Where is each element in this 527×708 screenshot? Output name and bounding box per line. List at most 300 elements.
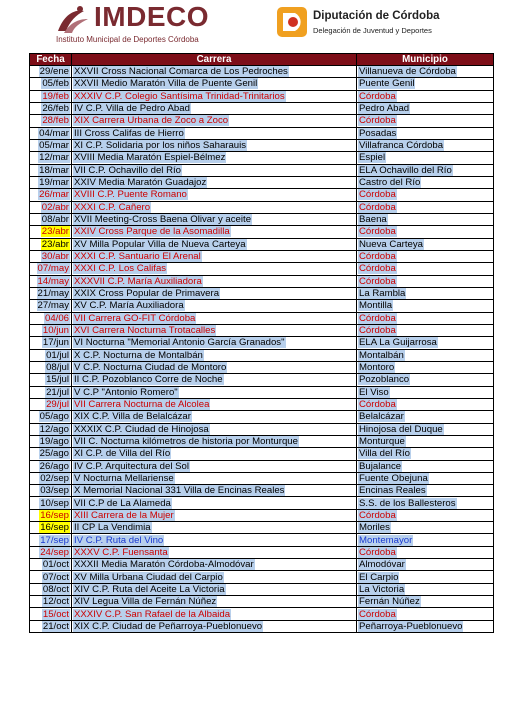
race-cell-text: VII C.P de La Alameda bbox=[74, 497, 171, 509]
date-cell-text: 03/sep bbox=[40, 485, 69, 497]
date-cell-text: 21/jul bbox=[46, 386, 69, 398]
municipality-cell bbox=[357, 411, 494, 423]
table-row bbox=[30, 250, 494, 262]
table-row bbox=[30, 411, 494, 423]
table-row bbox=[30, 324, 494, 336]
race-cell-text: XIV Legua Villa de Fernán Núñez bbox=[74, 596, 217, 608]
date-cell bbox=[30, 226, 72, 238]
race-cell bbox=[72, 571, 357, 583]
race-cell bbox=[72, 583, 357, 595]
municipality-cell bbox=[357, 164, 494, 176]
municipality-cell-text: La Rambla bbox=[359, 288, 406, 300]
race-cell bbox=[72, 386, 357, 398]
municipality-cell-text: Pozoblanco bbox=[359, 374, 410, 386]
municipality-cell-text: Córdoba bbox=[359, 325, 396, 337]
date-cell bbox=[30, 238, 72, 250]
date-cell-text: 10/jun bbox=[42, 325, 69, 337]
table-row bbox=[30, 386, 494, 398]
race-cell bbox=[72, 115, 357, 127]
municipality-cell bbox=[357, 559, 494, 571]
municipality-cell bbox=[357, 571, 494, 583]
date-cell-text: 18/mar bbox=[39, 164, 69, 176]
municipality-cell bbox=[357, 152, 494, 164]
municipality-cell-text: Hinojosa del Duque bbox=[359, 423, 443, 435]
date-cell bbox=[30, 361, 72, 373]
date-cell bbox=[30, 571, 72, 583]
municipality-cell bbox=[357, 66, 494, 78]
page-header bbox=[0, 0, 527, 52]
race-cell bbox=[72, 435, 357, 447]
race-cell-text: XXIV Cross Parque de la Asomadilla bbox=[74, 226, 230, 238]
date-cell bbox=[30, 596, 72, 608]
race-cell-text: XXXV C.P. Fuensanta bbox=[74, 546, 168, 558]
date-cell bbox=[30, 90, 72, 102]
date-cell-text: 29/ene bbox=[39, 66, 69, 78]
date-cell-text: 07/oct bbox=[42, 571, 69, 583]
table-row bbox=[30, 448, 494, 460]
municipality-cell-text: Belalcázar bbox=[359, 411, 404, 423]
municipality-cell-text: Baena bbox=[359, 214, 387, 226]
imdeco-title: IMDECO bbox=[94, 1, 209, 32]
date-cell bbox=[30, 509, 72, 521]
diputacion-title: Diputación de Córdoba bbox=[313, 10, 440, 22]
municipality-cell-text: Bujalance bbox=[359, 460, 402, 472]
race-cell-text: IV C.P. Arquitectura del Sol bbox=[74, 460, 190, 472]
table-row bbox=[30, 534, 494, 546]
race-cell-text: IV C.P. Ruta del Vino bbox=[74, 534, 164, 546]
race-cell bbox=[72, 361, 357, 373]
imdeco-subtitle: Instituto Municipal de Deportes Córdoba bbox=[56, 35, 199, 44]
table-row bbox=[30, 509, 494, 521]
table-row bbox=[30, 66, 494, 78]
race-cell-text: IV C.P. Villa de Pedro Abad bbox=[74, 103, 190, 115]
municipality-cell-text: Monturque bbox=[359, 436, 405, 447]
municipality-cell-text: Córdoba bbox=[359, 509, 396, 521]
date-cell bbox=[30, 275, 72, 287]
race-cell bbox=[72, 497, 357, 509]
race-cell-text: VII C. Nocturna kilómetros de historia por Monturque bbox=[74, 436, 298, 447]
race-cell-text: XI C.P. Solidaria por los niños Saharauis bbox=[74, 140, 247, 152]
race-cell bbox=[72, 152, 357, 164]
date-cell bbox=[30, 423, 72, 435]
table-row bbox=[30, 361, 494, 373]
race-cell bbox=[72, 522, 357, 534]
table-row bbox=[30, 275, 494, 287]
diputacion-emblem-icon bbox=[275, 5, 309, 39]
municipality-cell-text: ELA Ochavillo del Río bbox=[359, 164, 452, 176]
date-cell bbox=[30, 287, 72, 299]
municipality-cell bbox=[357, 460, 494, 472]
race-cell-text: XIX C.P. Villa de Belalcázar bbox=[74, 411, 191, 423]
race-cell-text: XXXIX C.P. Ciudad de Hinojosa bbox=[74, 423, 209, 435]
municipality-cell-text: Posadas bbox=[359, 127, 397, 139]
race-cell bbox=[72, 546, 357, 558]
municipality-cell-text: Montemayor bbox=[359, 534, 413, 546]
table-row bbox=[30, 337, 494, 349]
race-cell bbox=[72, 620, 357, 632]
date-cell-text: 21/oct bbox=[42, 620, 69, 632]
municipality-cell bbox=[357, 583, 494, 595]
table-row bbox=[30, 152, 494, 164]
municipality-cell bbox=[357, 534, 494, 546]
date-cell-text: 12/mar bbox=[39, 152, 69, 164]
table-row bbox=[30, 559, 494, 571]
race-cell-text: XV Milla Urbana Ciudad del Carpio bbox=[74, 571, 223, 583]
race-cell bbox=[72, 226, 357, 238]
municipality-cell-text: Nueva Carteya bbox=[359, 238, 423, 250]
race-cell bbox=[72, 398, 357, 410]
imdeco-logo bbox=[54, 3, 244, 47]
date-cell-text: 02/abr bbox=[41, 201, 69, 213]
date-cell bbox=[30, 448, 72, 460]
race-cell-text: XVIII C.P. Puente Romano bbox=[74, 189, 187, 201]
race-cell bbox=[72, 189, 357, 201]
race-cell bbox=[72, 411, 357, 423]
municipality-cell bbox=[357, 238, 494, 250]
municipality-cell-text: Montilla bbox=[359, 300, 393, 312]
date-cell-text: 16/sep bbox=[40, 522, 69, 534]
date-cell bbox=[30, 201, 72, 213]
municipality-cell bbox=[357, 472, 494, 484]
municipality-cell bbox=[357, 263, 494, 275]
race-cell-text: XVI Carrera Nocturna Trotacalles bbox=[74, 325, 216, 337]
table-row bbox=[30, 164, 494, 176]
date-cell bbox=[30, 300, 72, 312]
race-cell bbox=[72, 201, 357, 213]
race-cell bbox=[72, 448, 357, 460]
race-cell-text: XXXII Media Maratón Córdoba-Almodóvar bbox=[74, 559, 254, 571]
race-cell-text: II C.P. Pozoblanco Corre de Noche bbox=[74, 374, 223, 386]
header-municipio: Municipio bbox=[357, 54, 494, 66]
table-row bbox=[30, 423, 494, 435]
date-cell-text: 16/sep bbox=[40, 509, 69, 521]
date-cell-text: 23/abr bbox=[41, 238, 69, 250]
municipality-cell-text: Fernán Núñez bbox=[359, 596, 420, 608]
race-cell-text: III Cross Califas de Hierro bbox=[74, 127, 184, 139]
municipality-cell bbox=[357, 435, 494, 447]
municipality-cell-text: Peñarroya-Pueblonuevo bbox=[359, 620, 463, 632]
race-cell-text: V Nocturna Mellariense bbox=[74, 472, 174, 484]
table-row bbox=[30, 608, 494, 620]
date-cell-text: 26/mar bbox=[39, 189, 69, 201]
race-cell-text: XXXI C.P. Santuario El Arenal bbox=[74, 251, 201, 263]
race-cell-text: XIV C.P. Ruta del Aceite La Victoria bbox=[74, 583, 225, 595]
municipality-cell-text: Pedro Abad bbox=[359, 103, 410, 115]
municipality-cell-text: Montoro bbox=[359, 362, 395, 374]
municipality-cell-text: Córdoba bbox=[359, 226, 396, 238]
table-row bbox=[30, 300, 494, 312]
municipality-cell bbox=[357, 337, 494, 349]
race-cell-text: XV C.P. María Auxiliadora bbox=[74, 300, 184, 312]
race-cell bbox=[72, 139, 357, 151]
table-row bbox=[30, 472, 494, 484]
date-cell-text: 02/sep bbox=[40, 472, 69, 484]
municipality-cell-text: ELA La Guijarrosa bbox=[359, 337, 437, 349]
race-cell-text: XXVII Medio Maratón Villa de Puente Genil bbox=[74, 78, 258, 90]
header-fecha: Fecha bbox=[30, 54, 72, 66]
race-cell bbox=[72, 102, 357, 114]
municipality-cell-text: Puente Genil bbox=[359, 78, 415, 90]
date-cell bbox=[30, 78, 72, 90]
date-cell bbox=[30, 263, 72, 275]
municipality-cell-text: Encinas Reales bbox=[359, 485, 426, 497]
race-cell-text: X C.P. Nocturna de Montalbán bbox=[74, 349, 203, 361]
table-row bbox=[30, 497, 494, 509]
date-cell-text: 14/may bbox=[37, 275, 69, 287]
date-cell bbox=[30, 349, 72, 361]
municipality-cell-text: La Victoria bbox=[359, 583, 405, 595]
race-cell-text: XIX C.P. Ciudad de Peñarroya-Pueblonuevo bbox=[74, 620, 263, 632]
header-carrera: Carrera bbox=[72, 54, 357, 66]
race-cell bbox=[72, 238, 357, 250]
race-cell-text: VII Carrera Nocturna de Alcolea bbox=[74, 399, 210, 411]
table-row bbox=[30, 90, 494, 102]
municipality-cell bbox=[357, 250, 494, 262]
race-cell-text: VII C.P. Ochavillo del Río bbox=[74, 164, 182, 176]
table-row bbox=[30, 349, 494, 361]
municipality-cell bbox=[357, 324, 494, 336]
municipality-cell bbox=[357, 213, 494, 225]
race-cell bbox=[72, 596, 357, 608]
race-cell bbox=[72, 485, 357, 497]
municipality-cell bbox=[357, 127, 494, 139]
race-cell bbox=[72, 460, 357, 472]
municipality-cell-text: Córdoba bbox=[359, 201, 396, 213]
municipality-cell bbox=[357, 78, 494, 90]
race-cell bbox=[72, 423, 357, 435]
date-cell-text: 17/sep bbox=[40, 534, 69, 546]
municipality-cell bbox=[357, 176, 494, 188]
race-cell bbox=[72, 608, 357, 620]
date-cell bbox=[30, 115, 72, 127]
municipality-cell bbox=[357, 102, 494, 114]
date-cell bbox=[30, 435, 72, 447]
table-row bbox=[30, 485, 494, 497]
date-cell bbox=[30, 559, 72, 571]
table-header-row bbox=[30, 54, 494, 66]
date-cell bbox=[30, 386, 72, 398]
municipality-cell-text: Villa del Río bbox=[359, 448, 411, 460]
municipality-cell bbox=[357, 226, 494, 238]
date-cell bbox=[30, 485, 72, 497]
date-cell-text: 19/mar bbox=[39, 177, 69, 189]
municipality-cell-text: El Carpio bbox=[359, 571, 399, 583]
race-cell-text: XXXIV C.P. Colegio Santísima Trinidad-Trinitarios bbox=[74, 90, 285, 102]
date-cell bbox=[30, 152, 72, 164]
race-cell-text: VII Carrera GO-FIT Córdoba bbox=[74, 312, 196, 324]
municipality-cell bbox=[357, 361, 494, 373]
date-cell-text: 26/ago bbox=[39, 460, 69, 472]
race-cell-text: XXXI C.P. Cañero bbox=[74, 201, 151, 213]
municipality-cell bbox=[357, 620, 494, 632]
race-cell-text: V C.P. Nocturna Ciudad de Montoro bbox=[74, 362, 227, 374]
race-cell-text: XXVII Cross Nacional Comarca de Los Pedroches bbox=[74, 66, 288, 78]
municipality-cell bbox=[357, 596, 494, 608]
race-cell bbox=[72, 349, 357, 361]
race-cell bbox=[72, 66, 357, 78]
race-cell-text: XIX Carrera Urbana de Zoco a Zoco bbox=[74, 115, 229, 127]
municipality-cell-text: Villafranca Córdoba bbox=[359, 140, 444, 152]
municipality-cell-text: El Viso bbox=[359, 386, 389, 398]
municipality-cell bbox=[357, 287, 494, 299]
date-cell-text: 01/oct bbox=[42, 559, 69, 571]
date-cell-text: 12/ago bbox=[39, 423, 69, 435]
race-cell bbox=[72, 176, 357, 188]
race-cell bbox=[72, 250, 357, 262]
date-cell-text: 25/ago bbox=[39, 448, 69, 460]
date-cell-text: 07/may bbox=[37, 263, 69, 275]
municipality-cell-text: Córdoba bbox=[359, 251, 396, 263]
race-cell-text: XXXVII C.P. María Auxiliadora bbox=[74, 275, 202, 287]
municipality-cell bbox=[357, 300, 494, 312]
table-row bbox=[30, 115, 494, 127]
race-cell bbox=[72, 213, 357, 225]
table-row bbox=[30, 571, 494, 583]
date-cell-text: 24/sep bbox=[40, 546, 69, 558]
table-row bbox=[30, 596, 494, 608]
race-cell bbox=[72, 312, 357, 324]
table-row bbox=[30, 102, 494, 114]
municipality-cell-text: Moriles bbox=[359, 522, 390, 534]
races-table bbox=[29, 53, 494, 633]
table-row bbox=[30, 263, 494, 275]
race-cell bbox=[72, 127, 357, 139]
table-row bbox=[30, 435, 494, 447]
date-cell-text: 19/ago bbox=[39, 436, 69, 447]
date-cell bbox=[30, 522, 72, 534]
date-cell bbox=[30, 460, 72, 472]
municipality-cell bbox=[357, 275, 494, 287]
municipality-cell bbox=[357, 608, 494, 620]
date-cell bbox=[30, 374, 72, 386]
municipality-cell bbox=[357, 115, 494, 127]
date-cell-text: 27/may bbox=[37, 300, 69, 312]
municipality-cell bbox=[357, 546, 494, 558]
race-cell bbox=[72, 90, 357, 102]
date-cell-text: 08/jul bbox=[46, 362, 69, 374]
race-cell bbox=[72, 78, 357, 90]
race-cell bbox=[72, 559, 357, 571]
date-cell-text: 17/jun bbox=[42, 337, 69, 349]
diputacion-subtitle: Delegación de Juventud y Deportes bbox=[313, 26, 432, 35]
table-row bbox=[30, 312, 494, 324]
date-cell-text: 28/feb bbox=[42, 115, 69, 127]
date-cell bbox=[30, 102, 72, 114]
date-cell-text: 04/mar bbox=[39, 127, 69, 139]
date-cell-text: 21/may bbox=[37, 288, 69, 300]
date-cell bbox=[30, 164, 72, 176]
race-cell-text: II CP La Vendimia bbox=[74, 522, 151, 534]
race-cell bbox=[72, 287, 357, 299]
municipality-cell bbox=[357, 374, 494, 386]
imdeco-runner-icon bbox=[54, 5, 90, 37]
date-cell-text: 19/feb bbox=[42, 90, 69, 102]
municipality-cell-text: Córdoba bbox=[359, 275, 396, 287]
date-cell bbox=[30, 497, 72, 509]
date-cell bbox=[30, 213, 72, 225]
municipality-cell-text: Córdoba bbox=[359, 263, 396, 275]
date-cell bbox=[30, 176, 72, 188]
race-cell bbox=[72, 472, 357, 484]
table-row bbox=[30, 189, 494, 201]
date-cell bbox=[30, 534, 72, 546]
date-cell-text: 04/06 bbox=[44, 312, 69, 324]
date-cell-text: 10/sep bbox=[40, 497, 69, 509]
race-cell bbox=[72, 324, 357, 336]
date-cell-text: 05/mar bbox=[39, 140, 69, 152]
date-cell-text: 12/oct bbox=[42, 596, 69, 608]
municipality-cell-text: Castro del Río bbox=[359, 177, 421, 189]
table-row bbox=[30, 398, 494, 410]
municipality-cell bbox=[357, 139, 494, 151]
date-cell-text: 05/ago bbox=[39, 411, 69, 423]
race-cell-text: XIII Carrera de la Mujer bbox=[74, 509, 174, 521]
table-row bbox=[30, 139, 494, 151]
municipality-cell bbox=[357, 398, 494, 410]
date-cell-text: 08/abr bbox=[41, 214, 69, 226]
municipality-cell-text: Villanueva de Córdoba bbox=[359, 66, 456, 78]
date-cell bbox=[30, 250, 72, 262]
race-cell-text: X Memorial Nacional 331 Villa de Encinas Reales bbox=[74, 485, 285, 497]
date-cell bbox=[30, 312, 72, 324]
race-cell-text: XI C.P. de Villa del Río bbox=[74, 448, 171, 460]
table-row bbox=[30, 238, 494, 250]
municipality-cell bbox=[357, 423, 494, 435]
municipality-cell-text: Córdoba bbox=[359, 115, 396, 127]
date-cell bbox=[30, 139, 72, 151]
table-row bbox=[30, 583, 494, 595]
race-cell bbox=[72, 374, 357, 386]
municipality-cell-text: Córdoba bbox=[359, 399, 396, 411]
municipality-cell bbox=[357, 509, 494, 521]
municipality-cell-text: Córdoba bbox=[359, 90, 396, 102]
race-cell-text: XVIII Media Maratón Espiel-Bélmez bbox=[74, 152, 226, 164]
municipality-cell bbox=[357, 201, 494, 213]
date-cell bbox=[30, 620, 72, 632]
date-cell bbox=[30, 546, 72, 558]
table-row bbox=[30, 460, 494, 472]
diputacion-logo bbox=[275, 5, 475, 41]
date-cell bbox=[30, 472, 72, 484]
table-row bbox=[30, 201, 494, 213]
municipality-cell-text: Fuente Obejuna bbox=[359, 472, 428, 484]
date-cell bbox=[30, 337, 72, 349]
municipality-cell-text: Montalbán bbox=[359, 349, 404, 361]
municipality-cell bbox=[357, 497, 494, 509]
municipality-cell-text: Almodóvar bbox=[359, 559, 405, 571]
date-cell-text: 15/jul bbox=[46, 374, 69, 386]
date-cell-text: 01/jul bbox=[46, 349, 69, 361]
date-cell-text: 26/feb bbox=[42, 103, 69, 115]
race-cell-text: XVII Meeting-Cross Baena Olivar y aceite bbox=[74, 214, 252, 226]
table-row bbox=[30, 127, 494, 139]
municipality-cell bbox=[357, 485, 494, 497]
municipality-cell bbox=[357, 189, 494, 201]
date-cell bbox=[30, 583, 72, 595]
table-body bbox=[30, 66, 494, 633]
municipality-cell bbox=[357, 90, 494, 102]
table-row bbox=[30, 287, 494, 299]
date-cell-text: 08/oct bbox=[42, 583, 69, 595]
municipality-cell bbox=[357, 349, 494, 361]
table-row bbox=[30, 620, 494, 632]
race-cell-text: XXXIV C.P. San Rafael de la Albaida bbox=[74, 608, 231, 620]
race-cell-text: XXXI C.P. Los Califas bbox=[74, 263, 167, 275]
date-cell-text: 23/abr bbox=[41, 226, 69, 238]
municipality-cell-text: Córdoba bbox=[359, 608, 396, 620]
municipality-cell-text: Espiel bbox=[359, 152, 386, 164]
date-cell bbox=[30, 411, 72, 423]
